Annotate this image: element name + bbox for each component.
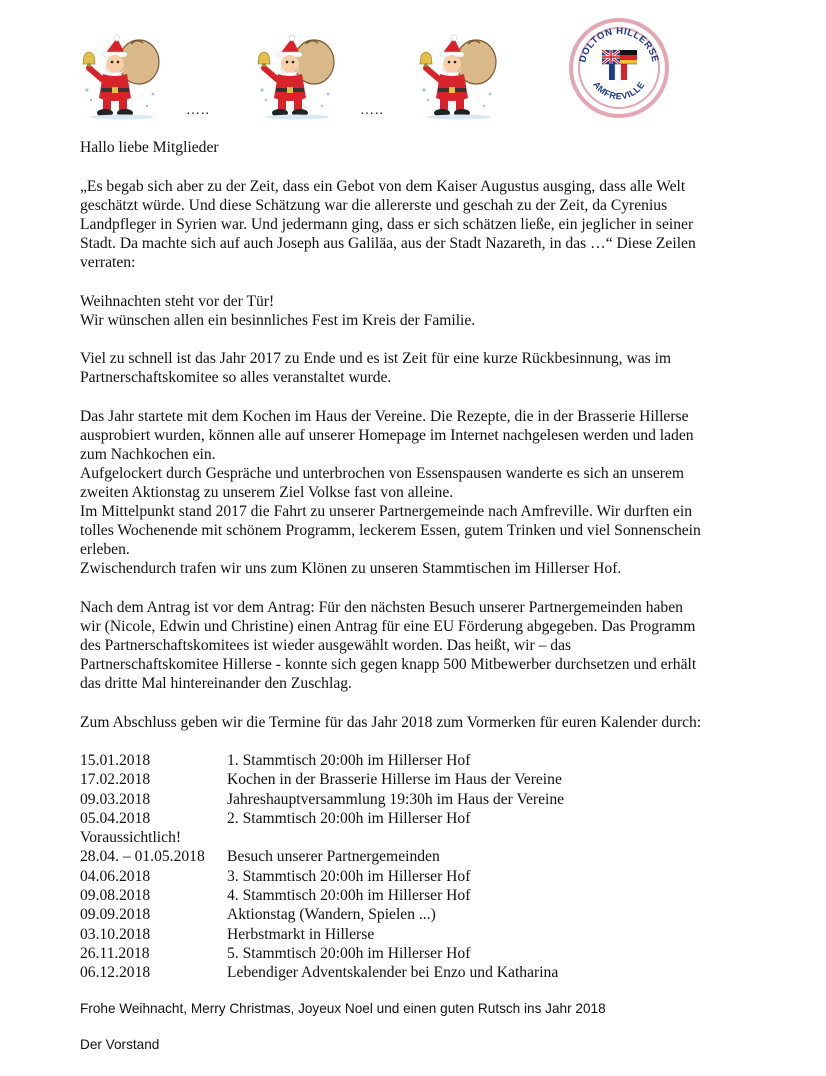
event-date: 06.12.2018 bbox=[80, 964, 151, 982]
list-item bbox=[80, 886, 780, 905]
quote-paragraph bbox=[80, 177, 770, 272]
paragraph-line: verraten: bbox=[80, 254, 136, 271]
event-list bbox=[80, 751, 780, 983]
event-date: 03.10.2018 bbox=[80, 925, 151, 943]
christmas-paragraph bbox=[80, 292, 770, 330]
list-item bbox=[80, 828, 780, 847]
event-note: Voraussichtlich! bbox=[80, 829, 182, 847]
event-date: 15.01.2018 bbox=[80, 752, 151, 769]
signature: Der Vorstand bbox=[80, 1037, 160, 1052]
event-description: Besuch unserer Partnergemeinden bbox=[227, 848, 440, 866]
paragraph-line: Das Jahr startete mit dem Kochen im Haus der Vereine. Die Rezepte, die in der Brasserie Hillerse bbox=[80, 408, 689, 425]
ellipsis-text: ….. bbox=[186, 103, 210, 118]
list-item bbox=[80, 751, 780, 770]
paragraph-line: Partnerschaftskomitee Hillerse - konnte sich gegen knapp 500 Mitbewerber durchsetzen und erhält bbox=[80, 656, 697, 673]
santa-bell-sack-icon bbox=[79, 34, 165, 120]
greeting: Hallo liebe Mitglieder bbox=[80, 139, 219, 156]
paragraph-line: Wir wünschen allen ein besinnliches Fest im Kreis der Familie. bbox=[80, 312, 476, 329]
closing-intro: Zum Abschluss geben wir die Termine für das Jahr 2018 zum Vormerken für euren Kalender durch: bbox=[80, 714, 702, 731]
list-item bbox=[80, 770, 780, 789]
event-date: 26.11.2018 bbox=[80, 944, 150, 962]
paragraph-line: Viel zu schnell ist das Jahr 2017 zu Ende und es ist Zeit für eine kurze Rückbesinnung, was im bbox=[80, 350, 672, 367]
event-description: 5. Stammtisch 20:00h im Hillerser Hof bbox=[227, 944, 471, 962]
event-description: Kochen in der Brasserie Hillerse im Haus der Vereine bbox=[227, 771, 562, 789]
event-description: 4. Stammtisch 20:00h im Hillerser Hof bbox=[227, 887, 471, 905]
event-description: Lebendiger Adventskalender bei Enzo und Katharina bbox=[227, 964, 559, 982]
paragraph-line: zweiten Aktionstag zu unserem Ziel Volkse fast von alleine. bbox=[80, 484, 454, 501]
partnership-logo-icon bbox=[569, 18, 669, 118]
paragraph-line: Im Mittelpunkt stand 2017 die Fahrt zu unserer Partnergemeinde nach Amfreville. Wir durften ein bbox=[80, 503, 692, 520]
paragraph-line: ausprobiert wurden, können alle auf unserer Homepage im Internet nachgelesen werden und laden bbox=[80, 427, 694, 444]
event-description: Herbstmarkt in Hillerse bbox=[227, 925, 375, 943]
list-item bbox=[80, 790, 780, 809]
paragraph-line: des Partnerschaftskomitees ist wieder ausgewählt worden. Das heißt, wir – das bbox=[80, 637, 572, 654]
paragraph-line: erleben. bbox=[80, 541, 130, 558]
paragraph-line: wir (Nicole, Edwin und Christine) einen Antrag für eine EU Förderung abgegeben. Das Programm bbox=[80, 618, 696, 635]
paragraph-line: das dritte Mal hintereinander den Zuschlag. bbox=[80, 675, 352, 692]
list-item bbox=[80, 944, 780, 963]
year-summary-paragraph bbox=[80, 407, 770, 578]
event-description: Aktionstag (Wandern, Spielen ...) bbox=[227, 906, 436, 924]
event-description: 1. Stammtisch 20:00h im Hillerser Hof bbox=[227, 752, 471, 769]
paragraph-line: tolles Wochenende mit schönem Programm, leckerem Essen, gutem Trinken und viel Sonnenschein bbox=[80, 522, 701, 539]
paragraph-line: „Es begab sich aber zu der Zeit, dass ein Gebot von dem Kaiser Augustus ausging, dass alle Welt bbox=[80, 178, 686, 195]
paragraph-line: Aufgelockert durch Gespräche und unterbrochen von Essenspausen wanderte es sich an unserem bbox=[80, 465, 685, 482]
event-description: Jahreshauptversammlung 19:30h im Haus der Vereine bbox=[227, 790, 565, 808]
paragraph-line: Landpfleger in Syrien war. Und jedermann ging, dass er sich schätzen ließe, ein jeglicher in seiner bbox=[80, 216, 694, 233]
event-description: 2. Stammtisch 20:00h im Hillerser Hof bbox=[227, 809, 471, 827]
paragraph-line: Zwischendurch trafen wir uns zum Klönen zu unseren Stammtischen im Hillerser Hof. bbox=[80, 560, 622, 577]
list-item bbox=[80, 847, 780, 866]
review-paragraph bbox=[80, 349, 770, 387]
ellipsis-text: ….. bbox=[360, 103, 384, 118]
list-item bbox=[80, 867, 780, 886]
paragraph-line: Stadt. Da machte sich auf auch Joseph aus Galiläa, aus der Stadt Nazareth, in das …“ Diese Zeilen bbox=[80, 235, 696, 252]
event-date: 28.04. – 01.05.2018 bbox=[80, 848, 205, 866]
event-date: 04.06.2018 bbox=[80, 867, 151, 885]
event-description: 3. Stammtisch 20:00h im Hillerser Hof bbox=[227, 867, 471, 885]
list-item bbox=[80, 963, 780, 982]
paragraph-line: Weihnachten steht vor der Tür! bbox=[80, 293, 275, 310]
event-date: 17.02.2018 bbox=[80, 771, 151, 789]
paragraph-line: Partnerschaftskomitee so alles veranstaltet wurde. bbox=[80, 369, 392, 386]
event-date: 09.03.2018 bbox=[80, 790, 151, 808]
paragraph-line: zum Nachkochen ein. bbox=[80, 446, 216, 463]
list-item bbox=[80, 905, 780, 924]
paragraph-line: Nach dem Antrag ist vor dem Antrag: Für den nächsten Besuch unserer Partnergemeinden haben bbox=[80, 599, 683, 616]
list-item bbox=[80, 809, 780, 828]
list-item bbox=[80, 925, 780, 944]
logo-top-text: DOLTON HILLERSE bbox=[577, 25, 661, 64]
santa-bell-sack-icon bbox=[254, 34, 340, 120]
paragraph-line: geschätzt würde. Und diese Schätzung war die allererste und geschah zu der Zeit, da Cyrenius bbox=[80, 197, 668, 214]
farewell-line: Frohe Weihnacht, Merry Christmas, Joyeux Noel und einen guten Rutsch ins Jahr 2018 bbox=[80, 1001, 606, 1016]
logo-bottom-text: AMFREVILLE bbox=[591, 79, 647, 102]
event-date: 09.08.2018 bbox=[80, 887, 151, 905]
application-paragraph bbox=[80, 598, 770, 693]
santa-bell-sack-icon bbox=[416, 34, 502, 120]
event-date: 05.04.2018 bbox=[80, 809, 151, 827]
event-date: 09.09.2018 bbox=[80, 906, 151, 924]
